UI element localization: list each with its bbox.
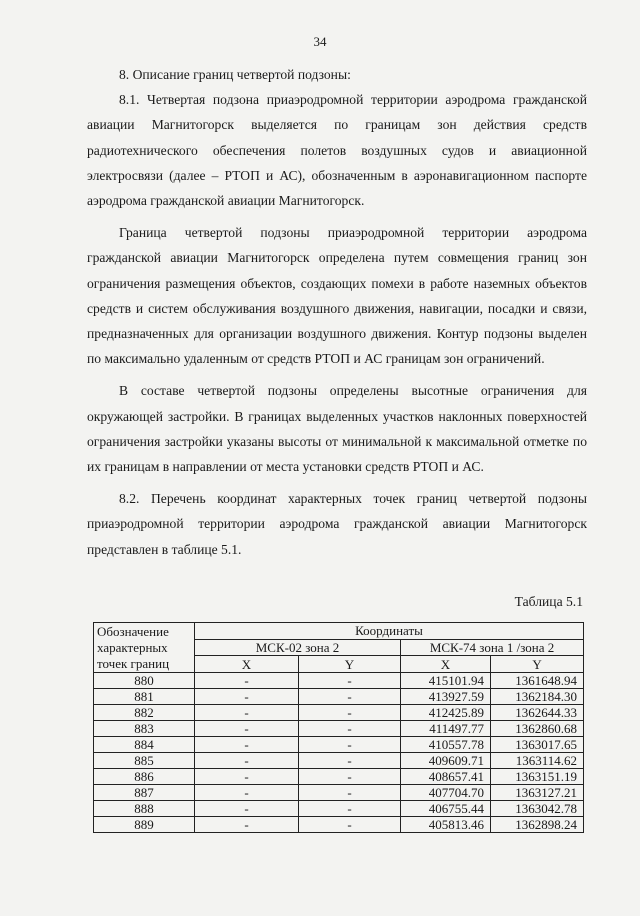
section-heading: 8. Описание границ четвертой подзоны: xyxy=(119,67,351,82)
header-msk02-y: Y xyxy=(299,656,401,673)
table-row xyxy=(94,785,584,801)
paragraph-8-2: 8.2. Перечень координат характерных точек границ четвертой подзоны приаэродромной территории аэродрома гражданской авиации Магнитогорск представлен в таблице 5.1. xyxy=(87,491,587,557)
header-msk74: МСК-74 зона 1 /зона 2 xyxy=(401,639,584,656)
cell-msk02-y: - xyxy=(299,673,401,689)
table-row xyxy=(94,753,584,769)
paragraph-height-limits: В составе четвертой подзоны определены высотные ограничения для окружающей застройки. В границах выделенных участков наклонных поверхностей ограничения застройки указаны высоты от минимальной к максимальной отметке по их границам в направлении от места установки средств РТОП и АС. xyxy=(87,383,587,475)
coordinates-table xyxy=(93,622,584,833)
cell-msk02-x: - xyxy=(195,785,299,801)
table-row xyxy=(94,673,584,689)
header-msk02-x: X xyxy=(195,656,299,673)
cell-msk74-y: 1362644.33 xyxy=(491,705,584,721)
header-msk74-x: X xyxy=(401,656,491,673)
cell-msk74-y: 1361648.94 xyxy=(491,673,584,689)
cell-msk74-y: 1363114.62 xyxy=(491,753,584,769)
cell-point: 885 xyxy=(94,753,195,769)
cell-msk02-x: - xyxy=(195,673,299,689)
cell-msk02-x: - xyxy=(195,753,299,769)
cell-msk74-y: 1362860.68 xyxy=(491,721,584,737)
cell-msk02-y: - xyxy=(299,801,401,817)
table-row xyxy=(94,737,584,753)
header-coordinates: Координаты xyxy=(195,623,584,640)
cell-msk74-y: 1363127.21 xyxy=(491,785,584,801)
header-point-designation: Обозначение характерных точек границ xyxy=(94,623,195,673)
cell-msk74-x: 411497.77 xyxy=(401,721,491,737)
cell-msk74-y: 1363042.78 xyxy=(491,801,584,817)
cell-point: 886 xyxy=(94,769,195,785)
cell-point: 884 xyxy=(94,737,195,753)
table-row xyxy=(94,721,584,737)
cell-msk02-x: - xyxy=(195,769,299,785)
cell-msk02-y: - xyxy=(299,769,401,785)
cell-msk74-x: 408657.41 xyxy=(401,769,491,785)
cell-msk74-x: 413927.59 xyxy=(401,689,491,705)
cell-point: 888 xyxy=(94,801,195,817)
cell-msk02-y: - xyxy=(299,721,401,737)
cell-msk02-x: - xyxy=(195,737,299,753)
table-row xyxy=(94,801,584,817)
cell-msk74-x: 410557.78 xyxy=(401,737,491,753)
cell-msk74-y: 1362898.24 xyxy=(491,817,584,833)
cell-msk02-x: - xyxy=(195,801,299,817)
table-row xyxy=(94,689,584,705)
cell-msk02-y: - xyxy=(299,705,401,721)
cell-point: 889 xyxy=(94,817,195,833)
cell-msk02-x: - xyxy=(195,705,299,721)
cell-msk74-x: 405813.46 xyxy=(401,817,491,833)
cell-msk74-y: 1363017.65 xyxy=(491,737,584,753)
table-header xyxy=(94,623,584,673)
cell-msk02-x: - xyxy=(195,721,299,737)
header-msk74-y: Y xyxy=(491,656,584,673)
header-msk02: МСК-02 зона 2 xyxy=(195,639,401,656)
cell-msk74-y: 1362184.30 xyxy=(491,689,584,705)
cell-msk02-x: - xyxy=(195,689,299,705)
table-body xyxy=(94,673,584,833)
table-caption: Таблица 5.1 xyxy=(514,594,583,609)
cell-msk02-y: - xyxy=(299,753,401,769)
cell-msk74-x: 409609.71 xyxy=(401,753,491,769)
cell-msk02-y: - xyxy=(299,737,401,753)
cell-msk02-y: - xyxy=(299,785,401,801)
cell-msk74-x: 412425.89 xyxy=(401,705,491,721)
cell-msk02-y: - xyxy=(299,689,401,705)
cell-msk74-x: 406755.44 xyxy=(401,801,491,817)
page-number: 34 xyxy=(313,34,327,49)
cell-point: 881 xyxy=(94,689,195,705)
cell-msk74-y: 1363151.19 xyxy=(491,769,584,785)
paragraph-8-1: 8.1. Четвертая подзона приаэродромной территории аэродрома гражданской авиации Магнитогорск выделяется по границам зон действия средств радиотехнического обеспечения полетов воздушных судов и авиационной электросвязи (далее – РТОП и АС), обозначенным в аэронавигационном паспорте аэродрома гражданской авиации Магнитогорск. xyxy=(87,92,587,209)
cell-msk02-y: - xyxy=(299,817,401,833)
cell-msk74-x: 407704.70 xyxy=(401,785,491,801)
cell-point: 883 xyxy=(94,721,195,737)
paragraph-boundary: Граница четвертой подзоны приаэродромной территории аэродрома гражданской авиации Магнитогорск определена путем совмещения границ зон ограничения размещения объектов, создающих помехи в работе наземных объектов средств и систем обслуживания воздушного движения, навигации, посадки и связи, предназначенных для организации воздушного движения. Контур подзоны выделен по максимально удаленным от средств РТОП и АС границам зон ограничений. xyxy=(87,225,587,367)
table-row xyxy=(94,705,584,721)
cell-point: 887 xyxy=(94,785,195,801)
cell-msk74-x: 415101.94 xyxy=(401,673,491,689)
cell-point: 882 xyxy=(94,705,195,721)
table-row xyxy=(94,769,584,785)
cell-msk02-x: - xyxy=(195,817,299,833)
table-row xyxy=(94,817,584,833)
cell-point: 880 xyxy=(94,673,195,689)
body-text xyxy=(87,62,587,562)
